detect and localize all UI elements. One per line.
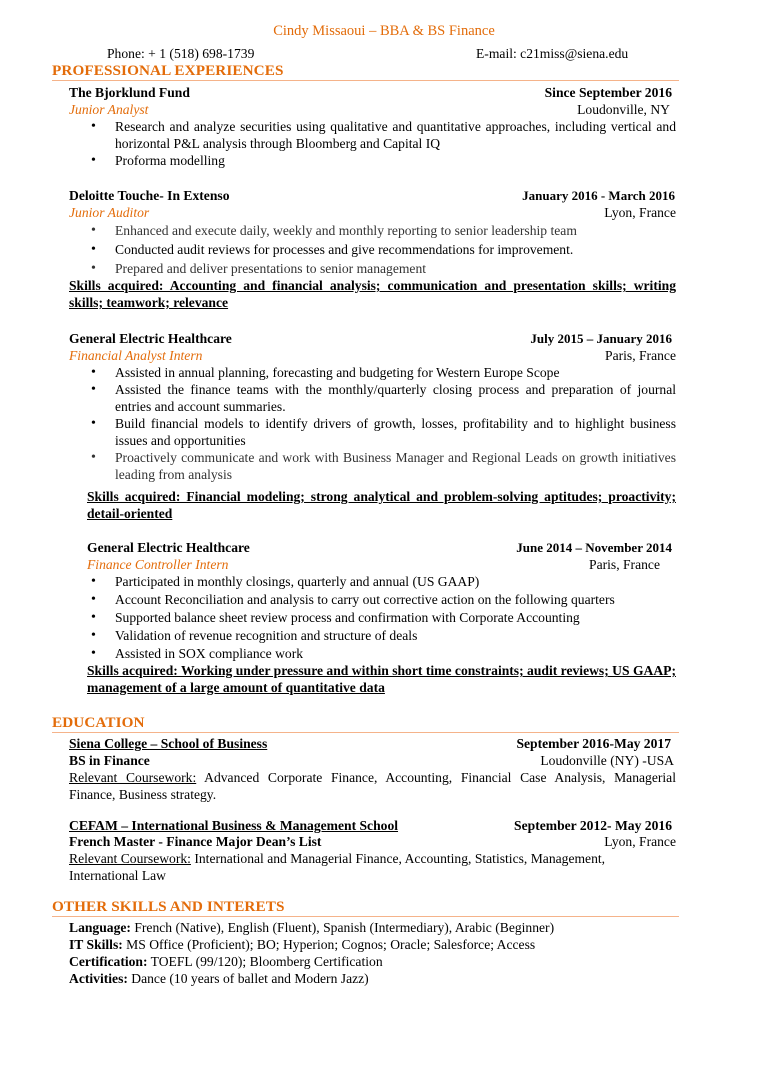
bullet-item: • Assisted in SOX compliance work	[69, 645, 676, 662]
job-role: Junior Auditor	[69, 205, 150, 220]
experience-section-title: PROFESSIONAL EXPERIENCES	[52, 62, 284, 79]
job-role: Junior Analyst	[69, 102, 149, 117]
bullet-item: • Account Reconciliation and analysis to carry out corrective action on the following quarters	[69, 591, 676, 608]
job-organization: General Electric Healthcare	[69, 331, 232, 346]
coursework-label: Relevant Coursework:	[69, 770, 197, 785]
skill-label: Language:	[69, 920, 131, 935]
job-bullets	[69, 222, 676, 277]
school-dates: September 2016-May 2017	[516, 736, 671, 751]
bullet-item: • Assisted in annual planning, forecasting and budgeting for Western Europe Scope	[69, 364, 676, 381]
school-name: CEFAM – International Business & Management School	[69, 818, 399, 833]
bullet-item: • Prepared and deliver presentations to senior management	[69, 260, 676, 277]
section-divider	[52, 80, 679, 81]
job-bullets	[69, 118, 676, 169]
job-bullets	[69, 573, 676, 662]
school-header	[69, 817, 672, 834]
skill-line-it	[69, 936, 535, 953]
skills-acquired: Skills acquired: Accounting and financial analysis; communication and presentation skills; writing skills; teamwork; relevance	[69, 278, 676, 310]
job-role: Financial Analyst Intern	[69, 348, 203, 363]
bullet-item: • Assisted the finance teams with the monthly/quarterly closing process and preparation of journal entries and account summaries.	[69, 381, 676, 415]
bullet-item: • Build financial models to identify drivers of growth, losses, profitability and to highlight business issues and opportunities	[69, 415, 676, 449]
school-subheader	[69, 752, 674, 769]
job-bullets	[69, 364, 676, 483]
job-header	[87, 539, 672, 556]
skill-value: Dance (10 years of ballet and Modern Jazz)	[127, 971, 369, 986]
coursework-text: Advanced Corporate Finance, Accounting, Financial Case Analysis, Managerial Finance, Business strategy.	[69, 770, 676, 802]
skills-acquired: Skills acquired: Working under pressure and within short time constraints; audit reviews; US GAAP; management of a large amount of quantitative data	[87, 663, 676, 695]
coursework-text: International and Managerial Finance, Accounting, Statistics, Management, International Law	[69, 851, 606, 883]
job-dates: June 2014 – November 2014	[516, 540, 672, 555]
skill-label: Certification:	[69, 954, 148, 969]
coursework-label: Relevant Coursework:	[69, 851, 191, 866]
job-location: Lyon, France	[604, 205, 676, 220]
skill-value: TOEFL (99/120); Bloomberg Certification	[147, 954, 383, 969]
skills-section-title: OTHER SKILLS AND INTERETS	[52, 898, 285, 915]
skill-value: French (Native), English (Fluent), Spanish (Intermediary), Arabic (Beginner)	[130, 920, 555, 935]
degree: French Master - Finance Major Dean’s List	[69, 834, 322, 849]
job-dates: July 2015 – January 2016	[530, 331, 672, 346]
bullet-item: • Supported balance sheet review process and confirmation with Corporate Accounting	[69, 609, 676, 626]
school-subheader	[69, 833, 676, 850]
job-header	[69, 187, 675, 204]
coursework	[69, 850, 649, 884]
job-location: Paris, France	[589, 557, 660, 572]
job-location: Paris, France	[605, 348, 676, 363]
phone: Phone: + 1 (518) 698-1739	[107, 46, 255, 61]
job-organization: General Electric Healthcare	[87, 540, 250, 555]
degree: BS in Finance	[69, 753, 150, 768]
school-header	[69, 735, 671, 752]
job-subheader	[69, 204, 676, 221]
bullet-item: • Proforma modelling	[69, 152, 676, 169]
section-divider	[52, 916, 679, 917]
school-dates: September 2012- May 2016	[514, 818, 672, 833]
bullet-item: • Enhanced and execute daily, weekly and monthly reporting to senior leadership team	[69, 222, 676, 239]
job-role: Finance Controller Intern	[87, 557, 229, 572]
bullet-item: • Validation of revenue recognition and structure of deals	[69, 627, 676, 644]
skill-line-activities	[69, 970, 369, 987]
job-header	[69, 84, 672, 101]
skill-line-language	[69, 919, 554, 936]
job-subheader	[69, 101, 670, 118]
job-subheader	[69, 347, 676, 364]
bullet-item: • Research and analyze securities using qualitative and quantitative approaches, including vertical and horizontal P&L analysis through Bloomberg and Capital IQ	[69, 118, 676, 152]
resume-name: Cindy Missaoui – BBA & BS Finance	[273, 23, 495, 39]
job-dates: Since September 2016	[544, 85, 672, 100]
school-name: Siena College – School of Business	[69, 736, 268, 751]
coursework	[69, 769, 676, 803]
job-header	[69, 330, 672, 347]
skill-value: MS Office (Proficient); BO; Hyperion; Cognos; Oracle; Salesforce; Access	[122, 937, 536, 952]
job-organization: Deloitte Touche- In Extenso	[69, 188, 230, 203]
skill-label: Activities:	[69, 971, 128, 986]
school-location: Lyon, France	[604, 834, 676, 849]
bullet-item: • Participated in monthly closings, quarterly and annual (US GAAP)	[69, 573, 676, 590]
skill-line-certification	[69, 953, 383, 970]
job-dates: January 2016 - March 2016	[522, 188, 675, 203]
job-location: Loudonville, NY	[577, 102, 670, 117]
education-section-title: EDUCATION	[52, 714, 145, 731]
email: E-mail: c21miss@siena.edu	[476, 46, 629, 61]
section-divider	[52, 732, 679, 733]
job-organization: The Bjorklund Fund	[69, 85, 190, 100]
skills-acquired: Skills acquired: Financial modeling; strong analytical and problem-solving aptitudes; proactivity; detail-oriented	[87, 489, 676, 521]
job-subheader	[87, 556, 660, 573]
bullet-item: • Conducted audit reviews for processes and give recommendations for improvement.	[69, 241, 676, 258]
skill-label: IT Skills:	[69, 937, 123, 952]
school-location: Loudonville (NY) -USA	[540, 753, 674, 768]
bullet-item: • Proactively communicate and work with Business Manager and Regional Leads on growth initiatives leading from analysis	[69, 449, 676, 483]
